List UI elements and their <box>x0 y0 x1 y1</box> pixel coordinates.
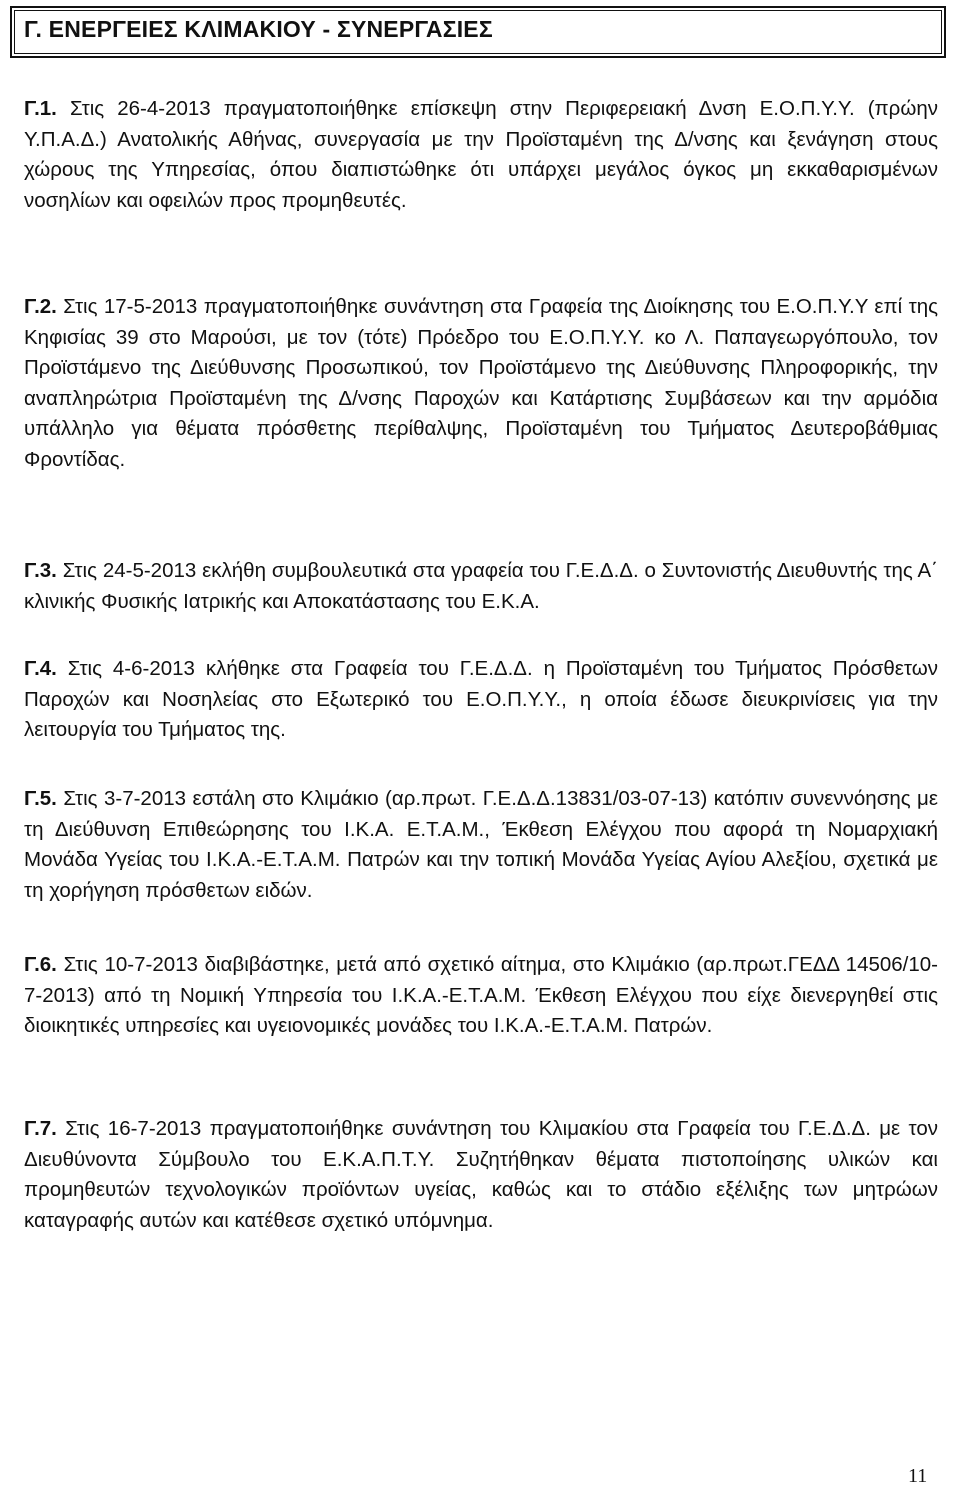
paragraph-g7 <box>24 1114 938 1236</box>
section-heading-box <box>10 6 946 58</box>
paragraph-label: Γ.5. <box>24 787 57 810</box>
paragraph-g3 <box>24 556 938 617</box>
paragraph-g6 <box>24 950 938 1042</box>
paragraph-label: Γ.1. <box>24 97 57 120</box>
paragraph-label: Γ.2. <box>24 295 57 318</box>
paragraph-text: Στις 16-7-2013 πραγματοποιήθηκε συνάντηση του Κλιμακίου στα Γραφεία του Γ.Ε.Δ.Δ. με τον Διευθύνοντα Σύμβουλο του Ε.Κ.Α.Π.Τ.Υ. Συζητήθηκαν θέματα πιστοποίησης υλικών και προμηθευτών τεχνολογικών προϊόντων υγείας, καθώς και το στάδιο εξέλιξης των μητρώων καταγραφής αυτών και κατέθεσε σχετικό υπόμνημα. <box>24 1117 939 1232</box>
paragraph-text: Στις 3-7-2013 εστάλη στο Κλιμάκιο (αρ.πρωτ. Γ.Ε.Δ.Δ.13831/03-07-13) κατόπιν συνεννόησης με τη Διεύθυνση Επιθεώρησης του Ι.Κ.Α. Ε.Τ.Α.Μ., Έκθεση Ελέγχου που αφορά τη Νομαρχιακή Μονάδα Υγείας του Ι.Κ.Α.-Ε.Τ.Α.Μ. Πατρών και την τοπική Μονάδα Υγείας Αγίου Αλεξίου, σχετικά με τη χορήγηση πρόσθετων ειδών. <box>24 787 938 902</box>
paragraph-g5 <box>24 784 938 906</box>
paragraph-g2 <box>24 292 938 475</box>
page-number: 11 <box>908 1465 928 1487</box>
paragraph-text: Στις 17-5-2013 πραγματοποιήθηκε συνάντηση στα Γραφεία της Διοίκησης του Ε.Ο.Π.Υ.Υ επί της Κηφισίας 39 στο Μαρούσι, με τον (τότε) Πρόεδρο του Ε.Ο.Π.Υ.Υ. κο Λ. Παπαγεωργόπουλο, τον Προϊστάμενο της Διεύθυνσης Προσωπικού, τον Προϊστάμενο της Διεύθυνσης Πληροφορικής, την αναπληρώτρια Προϊσταμένη της Δ/νσης Παροχών και Κατάρτισης Συμβάσεων και την αρμόδια υπάλληλο για θέματα πρόσθετης περίθαλψης, Προϊσταμένη του Τμήματος Δευτεροβάθμιας Φροντίδας. <box>24 295 938 471</box>
paragraph-label: Γ.3. <box>24 559 57 582</box>
section-heading: Γ. ΕΝΕΡΓΕΙΕΣ ΚΛΙΜΑΚΙΟΥ - ΣΥΝΕΡΓΑΣΙΕΣ <box>24 16 493 42</box>
paragraph-label: Γ.7. <box>24 1117 57 1140</box>
paragraph-label: Γ.4. <box>24 657 57 680</box>
paragraph-text: Στις 4-6-2013 κλήθηκε στα Γραφεία του Γ.Ε.Δ.Δ. η Προϊσταμένη του Τμήματος Πρόσθετων Παροχών και Νοσηλείας στο Εξωτερικό του Ε.Ο.Π.Υ.Υ., η οποία έδωσε διευκρινίσεις για την λειτουργία του Τμήματος της. <box>24 657 938 741</box>
paragraph-text: Στις 26-4-2013 πραγματοποιήθηκε επίσκεψη στην Περιφερειακή Δνση Ε.Ο.Π.Υ.Υ. (πρώην Υ.Π.Α.Δ.) Ανατολικής Αθήνας, συνεργασία με την Προϊσταμένη της Δ/νσης και ξενάγηση στους χώρους της Υπηρεσίας, όπου διαπιστώθηκε ότι υπάρχει μεγάλος όγκος μη εκκαθαρισμένων νοσηλίων και οφειλών προς προμηθευτές. <box>24 97 938 212</box>
paragraph-text: Στις 10-7-2013 διαβιβάστηκε, μετά από σχετικό αίτημα, στο Κλιμάκιο (αρ.πρωτ.ΓΕΔΔ 14506/10-7-2013) από τη Νομική Υπηρεσία του Ι.Κ.Α.-Ε.Τ.Α.Μ. Έκθεση Ελέγχου που είχε διενεργηθεί στις διοικητικές υπηρεσίες και υγειονομικές μονάδες του Ι.Κ.Α.-Ε.Τ.Α.Μ. Πατρών. <box>24 953 938 1037</box>
paragraph-text: Στις 24-5-2013 εκλήθη συμβουλευτικά στα γραφεία του Γ.Ε.Δ.Δ. ο Συντονιστής Διευθυντής της Α΄ κλινικής Φυσικής Ιατρικής και Αποκατάστασης του Ε.Κ.Α. <box>24 559 938 613</box>
paragraph-g4 <box>24 654 938 746</box>
paragraph-label: Γ.6. <box>24 953 57 976</box>
paragraph-g1 <box>24 94 938 216</box>
